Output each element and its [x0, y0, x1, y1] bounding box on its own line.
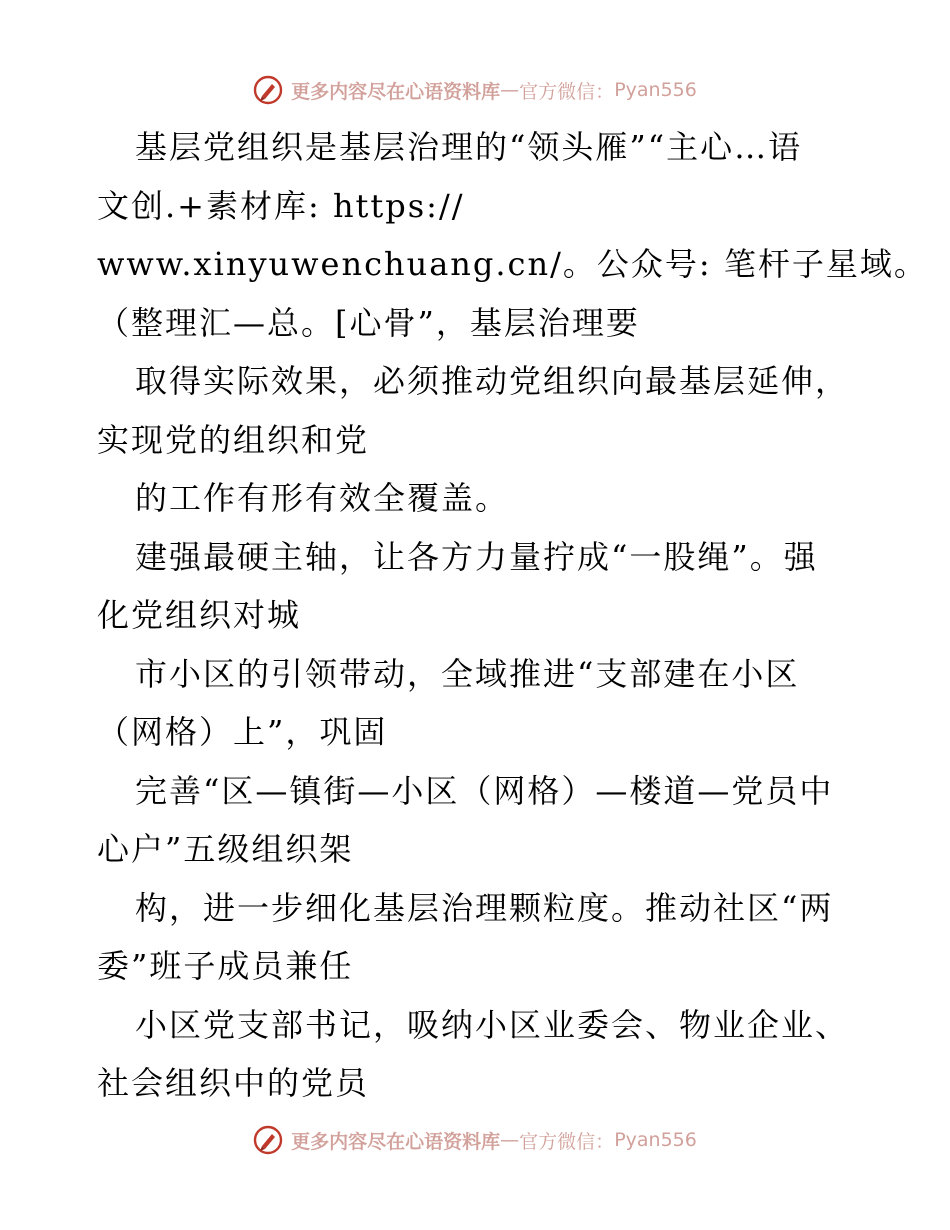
banner-separator: — — [500, 1129, 520, 1151]
body-line: 委”班子成员兼任 — [97, 947, 354, 985]
body-line: 市小区的引领带动，全域推进“支部建在小区 — [135, 654, 800, 693]
pen-logo-icon — [253, 75, 283, 105]
banner-title: 更多内容尽在心语资料库 — [291, 1130, 501, 1153]
body-line: www.xinyuwenchuang.cn/。公众号: 笔杆子星域。 — [97, 245, 928, 283]
body-line: （整理汇—总。[心骨”，基层治理要 — [97, 303, 640, 342]
body-line: 建强最硬主轴，让各方力量拧成“一股绳”。强 — [135, 537, 818, 576]
body-line: 的工作有形有效全覆盖。 — [135, 479, 510, 517]
body-line: 文创.+素材库: https:// — [97, 186, 465, 225]
document-body — [97, 118, 928, 1113]
pen-logo-icon — [253, 1125, 283, 1155]
banner-wechat-id: Pyan556 — [614, 79, 697, 101]
banner-separator: — — [500, 79, 520, 101]
banner-wechat-id: Pyan556 — [614, 1129, 697, 1151]
header-banner — [0, 70, 950, 110]
body-line: 构，进一步细化基层治理颗粒度。推动社区“两 — [135, 888, 834, 927]
body-line: 小区党支部书记，吸纳小区业委会、物业企业、 — [135, 1005, 850, 1044]
body-line: 实现党的组织和党 — [97, 420, 370, 459]
body-line: 心户”五级组织架 — [97, 830, 354, 868]
footer-banner — [0, 1120, 950, 1160]
banner-title: 更多内容尽在心语资料库 — [291, 80, 501, 103]
body-line: 完善“区—镇街—小区（网格）—楼道—党员中 — [135, 771, 834, 810]
banner-wechat-label: 官方微信： — [519, 1130, 615, 1153]
body-line: 取得实际效果，必须推动党组织向最基层延伸， — [135, 362, 850, 400]
body-line: 基层党组织是基层治理的“领头雁”“主心…语 — [135, 128, 803, 166]
banner-wechat-label: 官方微信： — [519, 80, 615, 103]
body-line: （网格）上”，巩固 — [97, 713, 388, 751]
body-line: 社会组织中的党员 — [97, 1064, 370, 1102]
body-line: 化党组织对城 — [97, 596, 302, 634]
